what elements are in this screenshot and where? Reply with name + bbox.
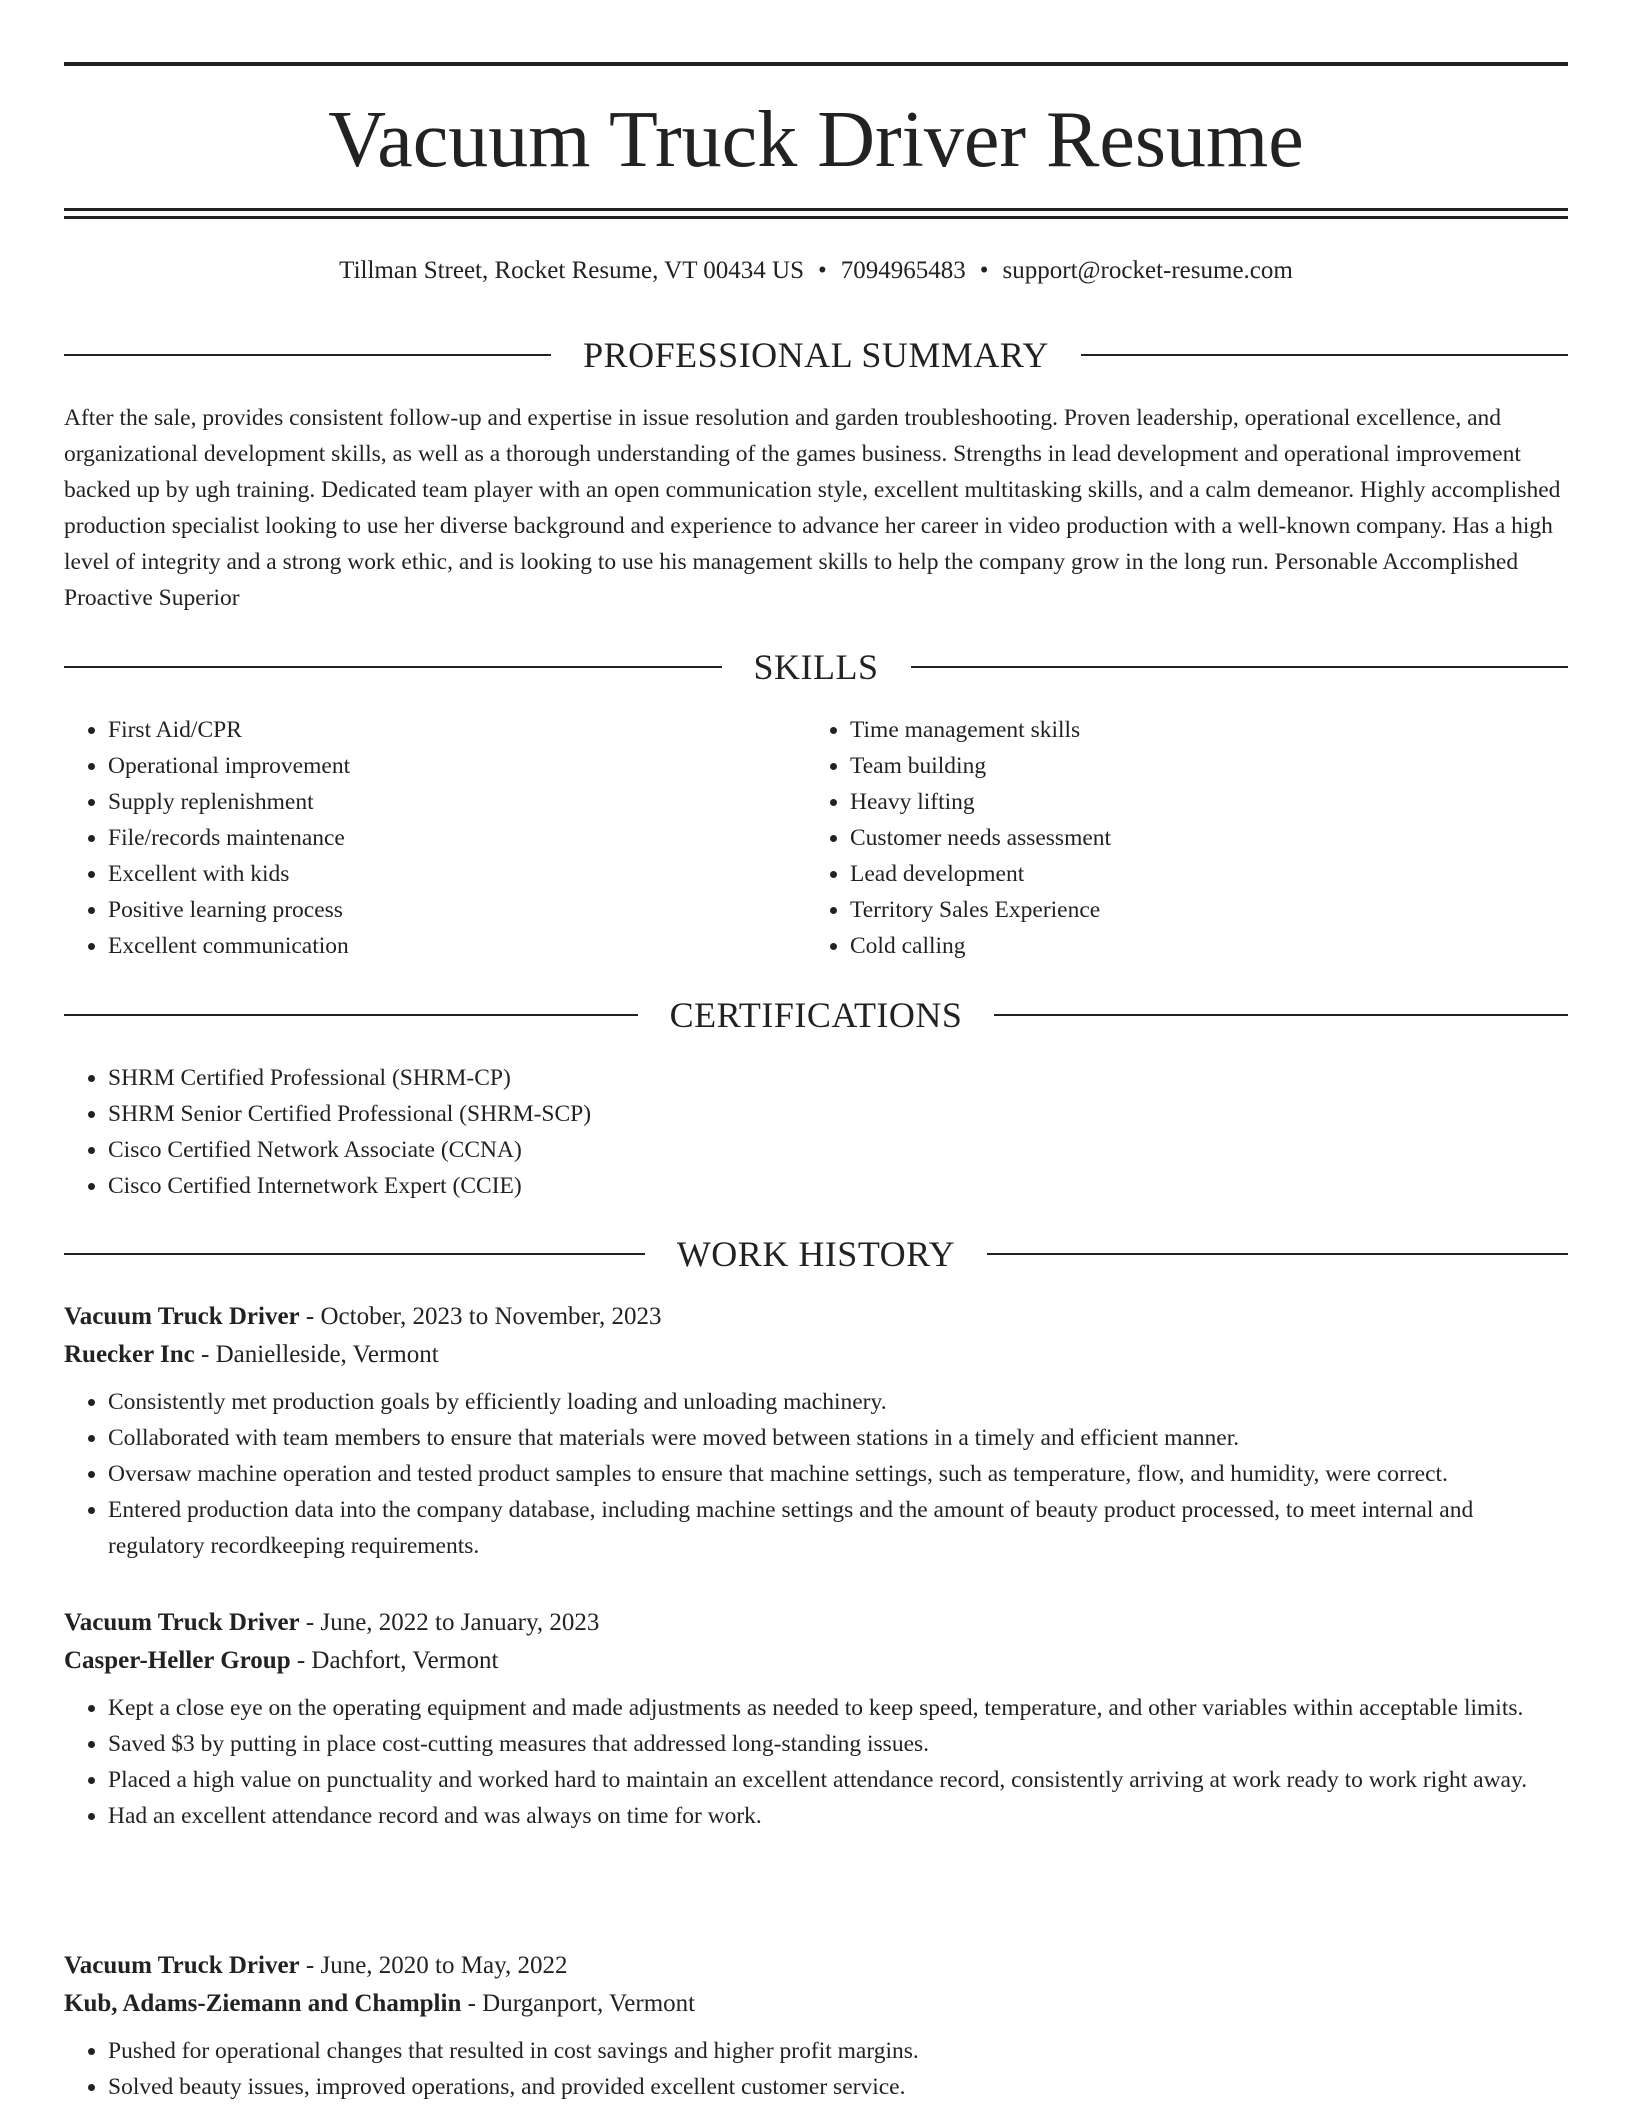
section-header-skills	[64, 645, 1568, 689]
section-header-summary	[64, 333, 1568, 377]
list-item: • Operational improvement	[108, 748, 804, 784]
certifications-block	[64, 1060, 1568, 1204]
list-item: • Excellent communication	[108, 928, 804, 964]
list-item: • Team building	[850, 748, 1566, 784]
contact-phone: 7094965483	[840, 257, 966, 284]
job-role: Vacuum Truck Driver	[64, 1609, 300, 1636]
list-item: • Excellent with kids	[108, 856, 804, 892]
job-location: - Dachfort, Vermont	[290, 1647, 499, 1674]
list-item: • Kept a close eye on the operating equipment and made adjustments as needed to keep speed, temperature, and other variables within acceptable limits.	[108, 1690, 1568, 1726]
section-title-certifications: CERTIFICATIONS	[669, 995, 963, 1035]
job-role: Vacuum Truck Driver	[64, 1303, 300, 1330]
divider-line	[64, 354, 551, 356]
list-item: • Entered production data into the company database, including machine settings and the amount of beauty product processed, to meet internal and regulatory recordkeeping requirements.	[108, 1492, 1568, 1564]
list-item: • Customer needs assessment	[850, 820, 1566, 856]
list-item: • Pushed for operational changes that resulted in cost savings and higher profit margins.	[108, 2033, 1568, 2069]
job-entry	[64, 1604, 1568, 1834]
job-role-line	[64, 1298, 1568, 1336]
section-header-work-history	[64, 1232, 1568, 1276]
job-company-line	[64, 1336, 1568, 1374]
contact-address: Tillman Street, Rocket Resume, VT 00434 US	[339, 257, 804, 284]
divider-line	[911, 666, 1569, 668]
contact-separator: •	[818, 257, 827, 284]
list-item: • Lead development	[850, 856, 1566, 892]
title-rule-lower	[64, 216, 1568, 219]
list-item: • Placed a high value on punctuality and worked hard to maintain an excellent attendance record, consistently arriving at work ready to work right away.	[108, 1762, 1568, 1798]
job-bullets	[64, 2033, 1568, 2105]
list-item: • Saved $3 by putting in place cost-cutting measures that addressed long-standing issues.	[108, 1726, 1568, 1762]
divider-line	[994, 1014, 1568, 1016]
skills-column-left	[64, 712, 804, 964]
list-item: • Cisco Certified Network Associate (CCNA)	[108, 1132, 1568, 1168]
divider-line	[64, 666, 722, 668]
section-title-summary: PROFESSIONAL SUMMARY	[583, 335, 1049, 375]
list-item: • Supply replenishment	[108, 784, 804, 820]
job-role-line	[64, 1604, 1568, 1642]
section-title-skills: SKILLS	[753, 647, 879, 687]
list-item: • Solved beauty issues, improved operations, and provided excellent customer service.	[108, 2069, 1568, 2105]
job-company-line	[64, 1642, 1568, 1680]
list-item: • Cisco Certified Internetwork Expert (CCIE)	[108, 1168, 1568, 1204]
section-title-work-history: WORK HISTORY	[676, 1234, 956, 1274]
list-item: • Consistently met production goals by efficiently loading and unloading machinery.	[108, 1384, 1568, 1420]
list-item: • Cold calling	[850, 928, 1566, 964]
job-dates: - October, 2023 to November, 2023	[299, 1303, 662, 1330]
contact-separator: •	[979, 257, 989, 284]
job-dates: - June, 2022 to January, 2023	[299, 1609, 600, 1636]
job-company-line	[64, 1985, 1568, 2023]
job-dates: - June, 2020 to May, 2022	[299, 1952, 568, 1979]
list-item: • Positive learning process	[108, 892, 804, 928]
top-rule	[64, 62, 1568, 66]
list-item: • Time management skills	[850, 712, 1566, 748]
job-location: - Danielleside, Vermont	[194, 1341, 439, 1368]
list-item: • SHRM Senior Certified Professional (SHRM-SCP)	[108, 1096, 1568, 1132]
list-item: • SHRM Certified Professional (SHRM-CP)	[108, 1060, 1568, 1096]
job-company: Kub, Adams-Ziemann and Champlin	[64, 1990, 462, 2017]
certifications-list	[64, 1060, 1568, 1204]
divider-line	[987, 1253, 1568, 1255]
list-item: • Heavy lifting	[850, 784, 1566, 820]
divider-line	[64, 1253, 645, 1255]
list-item: • Territory Sales Experience	[850, 892, 1566, 928]
job-role-line	[64, 1947, 1568, 1985]
summary-text: After the sale, provides consistent follow-up and expertise in issue resolution and garden troubleshooting. Proven leadership, operational excellence, and organizational development skills, as well as a thorough understanding of the games business. Strengths in lead development and operational improvement backed up by ugh training. Dedicated team player with an open communication style, excellent multitasking skills, and a calm demeanor. Highly accomplished production specialist looking to use her diverse background and experience to advance her career in video production with a well-known company. Has a high level of integrity and a strong work ethic, and is looking to use his management skills to help the company grow in the long run. Personable Accomplished Proactive Superior	[64, 405, 1561, 611]
divider-line	[1081, 354, 1568, 356]
title-rule-upper	[64, 208, 1568, 211]
divider-line	[64, 1014, 638, 1016]
job-role: Vacuum Truck Driver	[64, 1952, 300, 1979]
list-item: • Had an excellent attendance record and was always on time for work.	[108, 1798, 1568, 1834]
list-item: • First Aid/CPR	[108, 712, 804, 748]
page-title: Vacuum Truck Driver Resume	[328, 96, 1304, 184]
skills-column-right	[806, 712, 1566, 964]
job-entry	[64, 1298, 1568, 1564]
job-location: - Durganport, Vermont	[461, 1990, 696, 2017]
job-company: Ruecker Inc	[64, 1341, 195, 1368]
list-item: • File/records maintenance	[108, 820, 804, 856]
list-item: • Oversaw machine operation and tested product samples to ensure that machine settings, such as temperature, flow, and humidity, were correct.	[108, 1456, 1568, 1492]
job-bullets	[64, 1384, 1568, 1564]
job-company: Casper-Heller Group	[64, 1647, 291, 1674]
section-header-certifications	[64, 993, 1568, 1037]
contact-line	[64, 254, 1568, 288]
skills-list-left	[64, 712, 804, 964]
skills-list-right	[806, 712, 1566, 964]
list-item: • Collaborated with team members to ensure that materials were moved between stations in a timely and efficient manner.	[108, 1420, 1568, 1456]
contact-email: support@rocket-resume.com	[1002, 257, 1293, 284]
job-bullets	[64, 1690, 1568, 1834]
job-entry	[64, 1947, 1568, 2105]
